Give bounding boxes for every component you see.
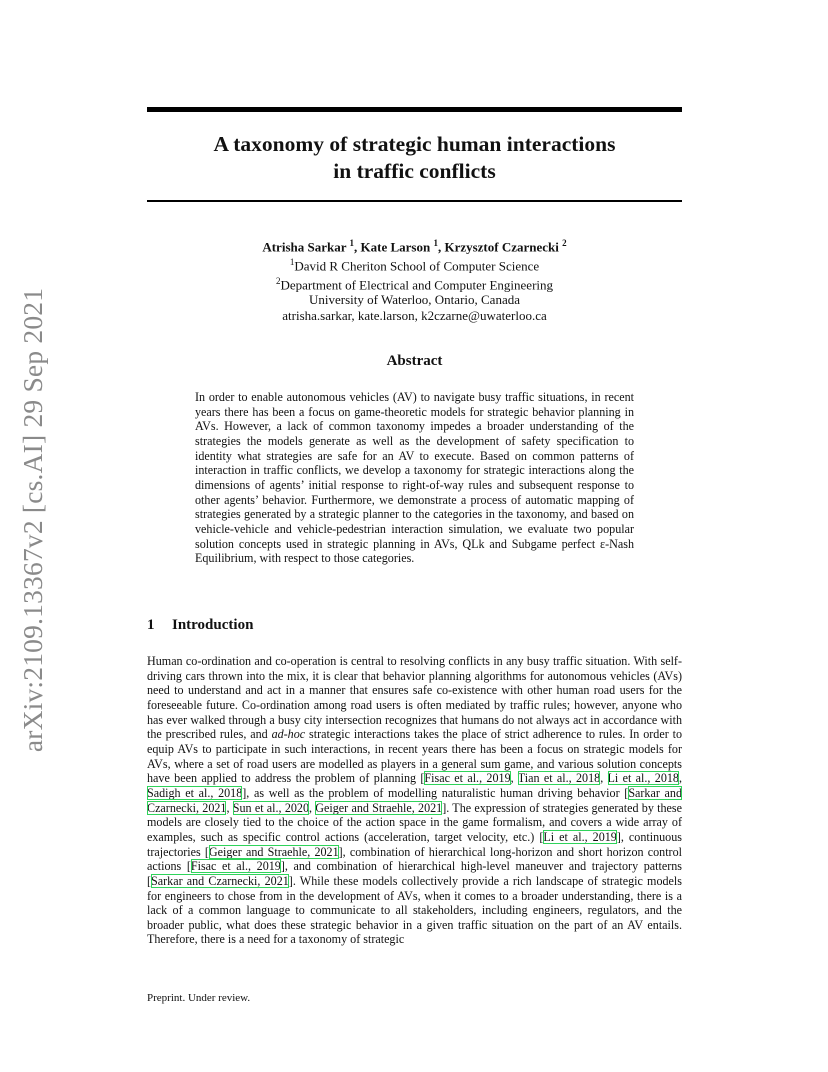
- author-names: Atrisha Sarkar $^1$, Kate Larson $^1$, Krzysztof Czarnecki $^2$: [262, 238, 567, 255]
- affiliation-2: $^2$Department of Electrical and Computer Engineering: [275, 275, 554, 292]
- footer-note: Preprint. Under review.: [147, 992, 251, 1004]
- author-name: Krzysztof Czarnecki: [444, 239, 559, 255]
- affiliation-1: $^1$David R Cheriton School of Computer Science: [289, 256, 540, 274]
- section-title: Introduction: [172, 617, 254, 633]
- section-number: 1: [147, 617, 155, 633]
- author-emails: atrisha.sarkar, kate.larson, k2czarne@uwaterloo.ca: [282, 307, 547, 323]
- citation-link[interactable]: Tian et al., 2018: [517, 771, 601, 786]
- title-line-2: in traffic conflicts: [333, 159, 496, 183]
- abstract-text: In order to enable autonomous vehicles (AV) to navigate busy traffic situations, in recent years there has been a focus on game-theoretic models for strategic behavior planning in AVs. However, a lack of common taxonomy impedes a broader understanding of the strategies the models generate as well as the development of safety specification to identity what strategies are safe for an AV to execute. Based on common patterns of interaction in traffic conflicts, we develop a taxonomy for strategic interactions along the dimensions of agents’ initial response to right-of-way rules and subsequent response to other agents’ behavior. Furthermore, we demonstrate a process of automatic mapping of strategies generated by a strategic planner to the categories in the taxonomy, and based on vehicle-vehicle and vehicle-pedestrian interaction simulation, we evaluate two popular solution concepts used in strategic planning in AVs, QLk and Subgame perfect ε-Nash Equilibrium, with respect to those categories.: [195, 390, 634, 566]
- title-top-rule: [147, 107, 682, 112]
- citation-link[interactable]: Fisac et al., 2019: [424, 771, 511, 786]
- section-heading-introduction: [147, 617, 682, 634]
- author-name: Kate Larson: [360, 239, 431, 255]
- affiliation-marker: 1: [433, 238, 438, 248]
- university: University of Waterloo, Ontario, Canada: [309, 292, 520, 308]
- arxiv-identifier-text: arXiv:2109.13367v2 [cs.AI] 29 Sep 2021: [17, 287, 48, 753]
- citation-link[interactable]: Sadigh et al., 2018: [147, 785, 243, 800]
- citation-link[interactable]: Li et al., 2019: [543, 829, 617, 844]
- author-name: Atrisha Sarkar: [262, 239, 347, 255]
- title-line-1: A taxonomy of strategic human interactions: [213, 132, 616, 156]
- author-block: [147, 236, 682, 323]
- paper-title: [147, 131, 682, 185]
- citation-link[interactable]: Geiger and Straehle, 2021: [208, 844, 339, 859]
- title-bottom-rule: [147, 200, 682, 202]
- citation-link[interactable]: Sarkar and Czarnecki, 2021: [147, 785, 682, 815]
- citation-link[interactable]: Sarkar and Czarnecki, 2021: [151, 873, 289, 888]
- affiliation-marker: 1: [349, 238, 354, 248]
- citation-link[interactable]: Geiger and Straehle, 2021: [315, 800, 443, 815]
- affiliation-marker: 2: [562, 238, 567, 248]
- abstract-heading: Abstract: [386, 353, 443, 369]
- citation-link[interactable]: Li et al., 2018: [607, 771, 679, 786]
- emphasis-adhoc: ad-hoc: [271, 727, 306, 742]
- introduction-paragraph: Human co-ordination and co-operation is central to resolving conflicts in any busy traffic situation. With self-driving cars thrown into the mix, it is clear that behavior planning algorithms for autonomous vehicles (AVs) need to understand and act in a manner that ensures safe co-existence with other human road users for the foreseeable future. Co-ordination among road users is often mediated by traffic rules; however, anyone who has ever walked through a busy city intersection recognizes that humans do not always act in accordance with the prescribed rules, and ad-hoc strategic interactions takes the place of strict adherence to rules. In order to equip AVs to participate in such interactions, in recent years there has been a focus on strategic models for AVs, where a set of road users are modelled as players in a general sum game, and various solution concepts have been applied to address the problem of planning [Fisac et al., 2019, Tian et al., 2018, Li et al., 2018, Sadigh et al., 2018], as well as the problem of modelling naturalistic human driving behavior [Sarkar and Czarnecki, 2021, Sun et al., 2020, Geiger and Straehle, 2021]. The expression of strategies generated by these models are closely tied to the choice of the action space in the game formalism, and covers a wide array of examples, such as specific control actions (acceleration, target velocity, etc.) [Li et al., 2019], continuous trajectories [Geiger and Straehle, 2021], combination of hierarchical long-horizon and short horizon control actions [Fisac et al., 2019], and combination of hierarchical high-level maneuver and trajectory patterns [Sarkar and Czarnecki, 2021]. While these models collectively provide a rich landscape of strategic models for engineers to chose from in the development of AVs, when it comes to a broader understanding, there is a lack of a common language to communicate to all stakeholders, including engineers, regulators, and the broader public, what does these strategic behavior in a given traffic situation on the part of an AV entails. Therefore, there is a need for a taxonomy of strategic: [147, 654, 683, 947]
- citation-link[interactable]: Sun et al., 2020: [232, 800, 310, 815]
- citation-link[interactable]: Fisac et al., 2019: [190, 859, 281, 874]
